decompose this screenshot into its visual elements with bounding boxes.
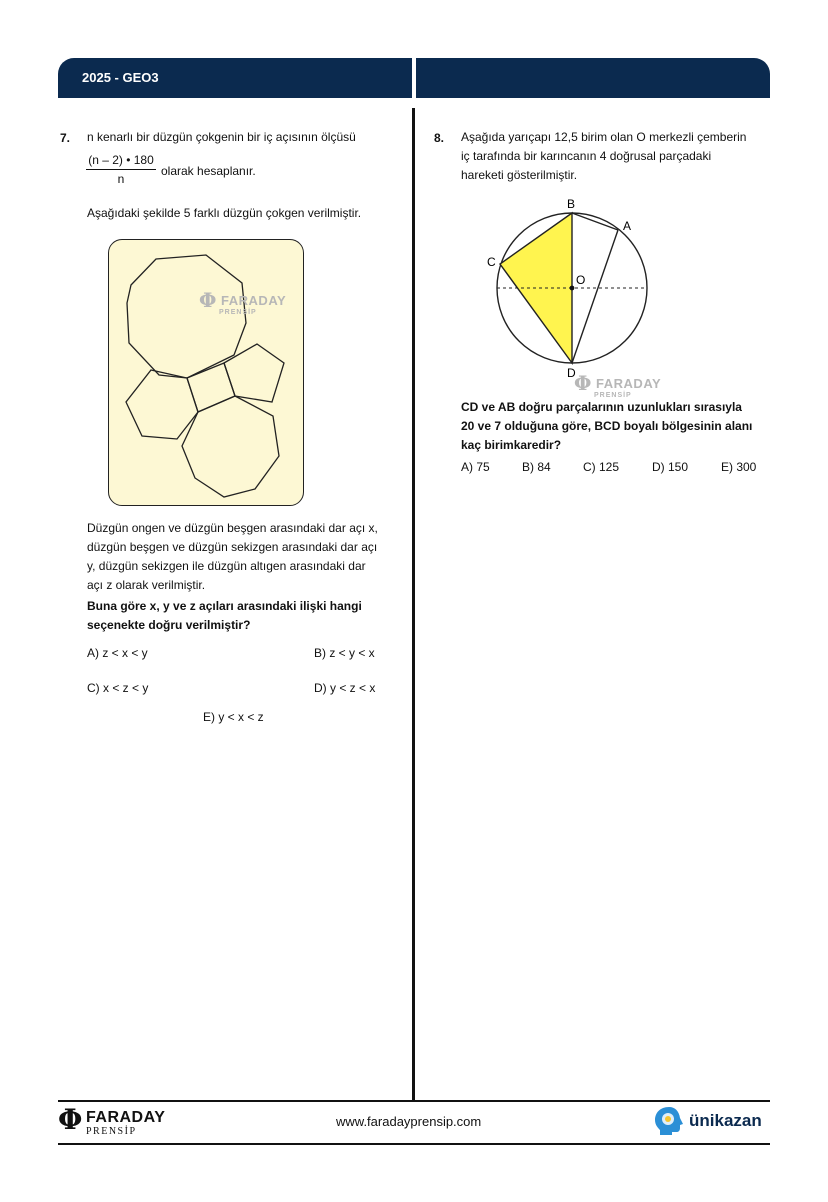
label-a: A [623,219,632,233]
header-bar-right [416,58,770,98]
watermark-q8-name: FARADAY [596,376,662,391]
q8-intro-line1: Aşağıda yarıçapı 12,5 birim olan O merkezli çemberin [461,130,747,144]
q7-formula-denominator: n [117,172,125,186]
q7-option-a[interactable]: A) z < x < y [87,646,148,660]
polygons-figure [108,239,304,506]
q8-question-line2: 20 ve 7 olduğuna göre, BCD boyalı bölgesinin alanı [461,419,753,433]
q7-question-line1: Buna göre x, y ve z açıları arasındaki ilişki hangi [87,599,362,613]
q7-option-b[interactable]: B) z < y < x [314,646,375,660]
q7-option-c[interactable]: C) x < z < y [87,681,149,695]
q7-body-line2: düzgün beşgen ve düzgün sekizgen arasındaki dar açı [87,540,378,554]
segment-ba [572,213,618,230]
q7-intro: Aşağıdaki şekilde 5 farklı düzgün çokgen verilmiştir. [87,206,362,220]
watermark-phi-icon: Φ [199,288,217,312]
watermark-q8-phi-icon: Φ [574,371,592,395]
footer-url[interactable]: www.faradayprensip.com [336,1114,482,1129]
q7-formula [86,153,156,186]
q8-question-line1: CD ve AB doğru parçalarının uzunlukları sırasıyla [461,400,742,414]
q7-line1: n kenarlı bir düzgün çokgenin bir iç açısının ölçüsü [87,130,356,144]
pentagon [224,344,284,402]
watermark-figure [199,288,286,316]
hexagon [126,370,198,439]
q7-question-line2: seçenekte doğru verilmiştir? [87,618,251,632]
label-b: B [567,197,576,211]
q8-option-a[interactable]: A) 75 [461,460,490,474]
footer-rule-top [58,1100,770,1102]
q7-body-line4: açı z olarak verilmiştir. [87,578,206,592]
header-title: 2025 - GEO3 [82,70,159,85]
watermark-q8-sub: PRENSİP [594,392,632,399]
q8-question-line3: kaç birimkaredir? [461,438,562,452]
label-o: O [576,273,586,287]
q7-body-line3: y, düzgün sekizgen ile düzgün altıgen arasındaki dar [87,559,366,573]
center-dot [570,286,575,291]
footer-rule-bottom [58,1143,770,1145]
q8-intro-line2: iç tarafında bir karıncanın 4 doğrusal parçadaki [461,149,712,163]
column-divider [412,108,415,1100]
segment-ad [572,230,618,363]
label-c: C [487,255,496,269]
q7-option-d[interactable]: D) y < z < x [314,681,376,695]
brand-head-icon [652,1105,686,1137]
label-d: D [567,366,576,380]
q8-option-b[interactable]: B) 84 [522,460,551,474]
watermark-name: FARADAY [221,293,287,308]
footer-logo-name: FARADAY [86,1109,166,1126]
q8-option-c[interactable]: C) 125 [583,460,620,474]
footer-phi-icon: Φ [58,1103,83,1136]
watermark-sub: PRENSİP [219,309,257,316]
watermark-q8 [574,371,661,399]
q7-formula-numerator: (n – 2) • 180 [86,153,156,170]
q7-number: 7. [60,131,71,145]
q7-formula-tail: olarak hesaplanır. [161,164,256,178]
q8-number: 8. [434,131,445,145]
octagon [182,396,279,497]
polygons-drawing [109,240,305,507]
circle-figure [485,195,655,385]
header-bar-left [58,58,412,98]
q8-option-e[interactable]: E) 300 [721,460,757,474]
footer-logo-sub: PRENSİP [86,1126,137,1137]
decagon [127,255,246,378]
q7-option-e[interactable]: E) y < x < z [203,710,264,724]
footer-brand-name: ünikazan [689,1111,762,1130]
q8-option-d[interactable]: D) 150 [652,460,689,474]
q7-body-line1: Düzgün ongen ve düzgün beşgen arasındaki dar açı x, [87,521,378,535]
footer-brand [652,1105,772,1137]
q8-intro-line3: hareketi gösterilmiştir. [461,168,578,182]
square [187,363,235,412]
